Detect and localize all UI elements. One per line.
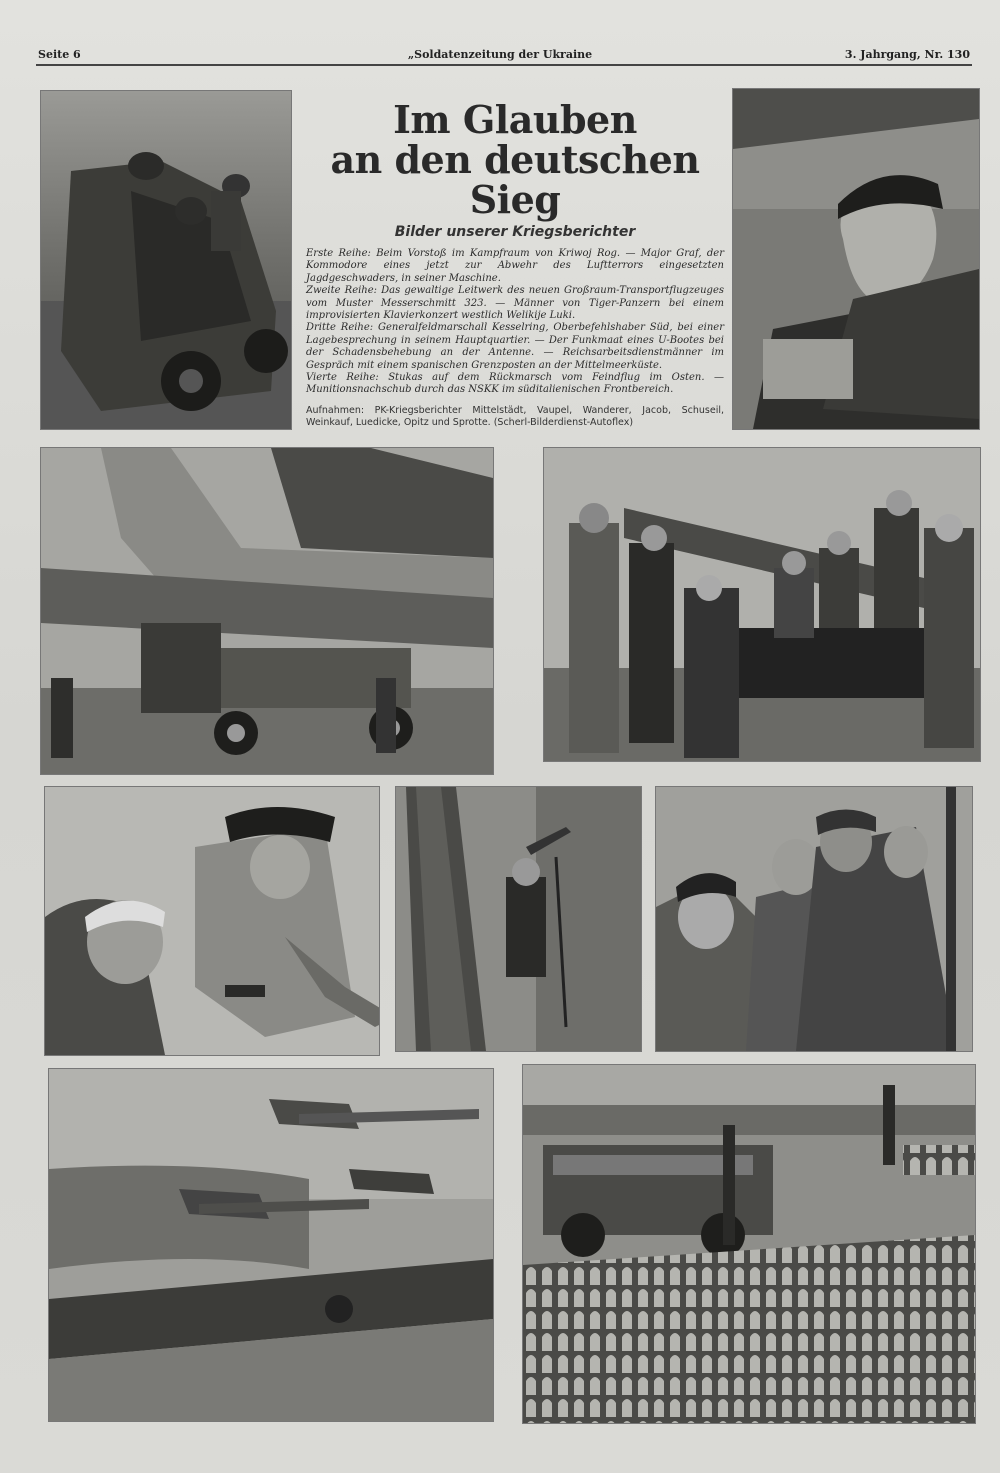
photo-pilot-cockpit [732, 88, 980, 430]
caption-text: Stukas auf dem Rückmarsch vom Feindflug im Osten. — Munitionsnachschub durch das NSKK im süditalienischen Frontbereich. [306, 372, 724, 396]
title-line-2: an den deutschen Sieg [330, 137, 700, 222]
photo-uboat-antenna [395, 786, 642, 1052]
photo-stukas [48, 1068, 494, 1422]
caption-text: Beim Vorstoß im Kampfraum von Kriwoj Rog. — Major Graf, der Kommodore eines jetzt zur Abwehr des Luftterrors eingesetzten Jagdgeschwaders, in seiner Maschine. [306, 248, 724, 284]
caption-text: Generalfeldmarschall Kesselring, Oberbefehlshaber Süd, bei einer Lagebesprechung in seinem Hauptquartier. — Der Funkmaat eines U-Bootes bei der Schadensbehebung an der Antenne. — Reichsarbeitsdienstmänner im Gespräch mit einem spanischen Grenzposten an der Mittelmeerküste. [306, 322, 724, 371]
caption-label: Vierte Reihe: [306, 372, 379, 384]
caption-label: Zweite Reihe: [306, 285, 378, 297]
photo-piano-concert [543, 447, 981, 762]
caption-label: Erste Reihe: [306, 248, 371, 259]
photo-transport-tail [40, 447, 494, 775]
header-rule [36, 64, 972, 66]
caption-row-3 [306, 322, 724, 372]
issue-number: 3. Jahrgang, Nr. 130 [844, 48, 970, 61]
newspaper-name: „Soldatenzeitung der Ukraine [407, 48, 593, 61]
caption-label: Dritte Reihe: [306, 322, 374, 334]
article-title [306, 97, 724, 222]
photo-credits: Aufnahmen: PK-Kriegsberichter Mittelstädt, Vaupel, Wanderer, Jacob, Schuseil, Weinkauf, Luedicke, Opitz und Sprotte. (Scherl-Bilderdienst-Autoflex) [306, 404, 724, 428]
article-subtitle: Bilder unserer Kriegsberichter [394, 224, 636, 240]
caption-row-1 [306, 248, 724, 285]
photo-kesselring [44, 786, 380, 1056]
caption-row-4 [306, 372, 724, 397]
caption-text: Das gewaltige Leitwerk des neuen Großraum-Transportflugzeuges vom Muster Messerschmitt 323. — Männer von Tiger-Panzern bei einem improvisierten Klavierkonzert westlich Welikije Luki. [306, 285, 724, 322]
title-line-1: Im Glauben [393, 97, 637, 142]
page-number: Seite 6 [38, 48, 81, 61]
caption-row-2 [306, 285, 724, 322]
photo-scout-car [40, 90, 292, 430]
photo-ammunition [522, 1064, 976, 1424]
article-text [306, 96, 724, 428]
photo-spanish-guard [655, 786, 973, 1052]
